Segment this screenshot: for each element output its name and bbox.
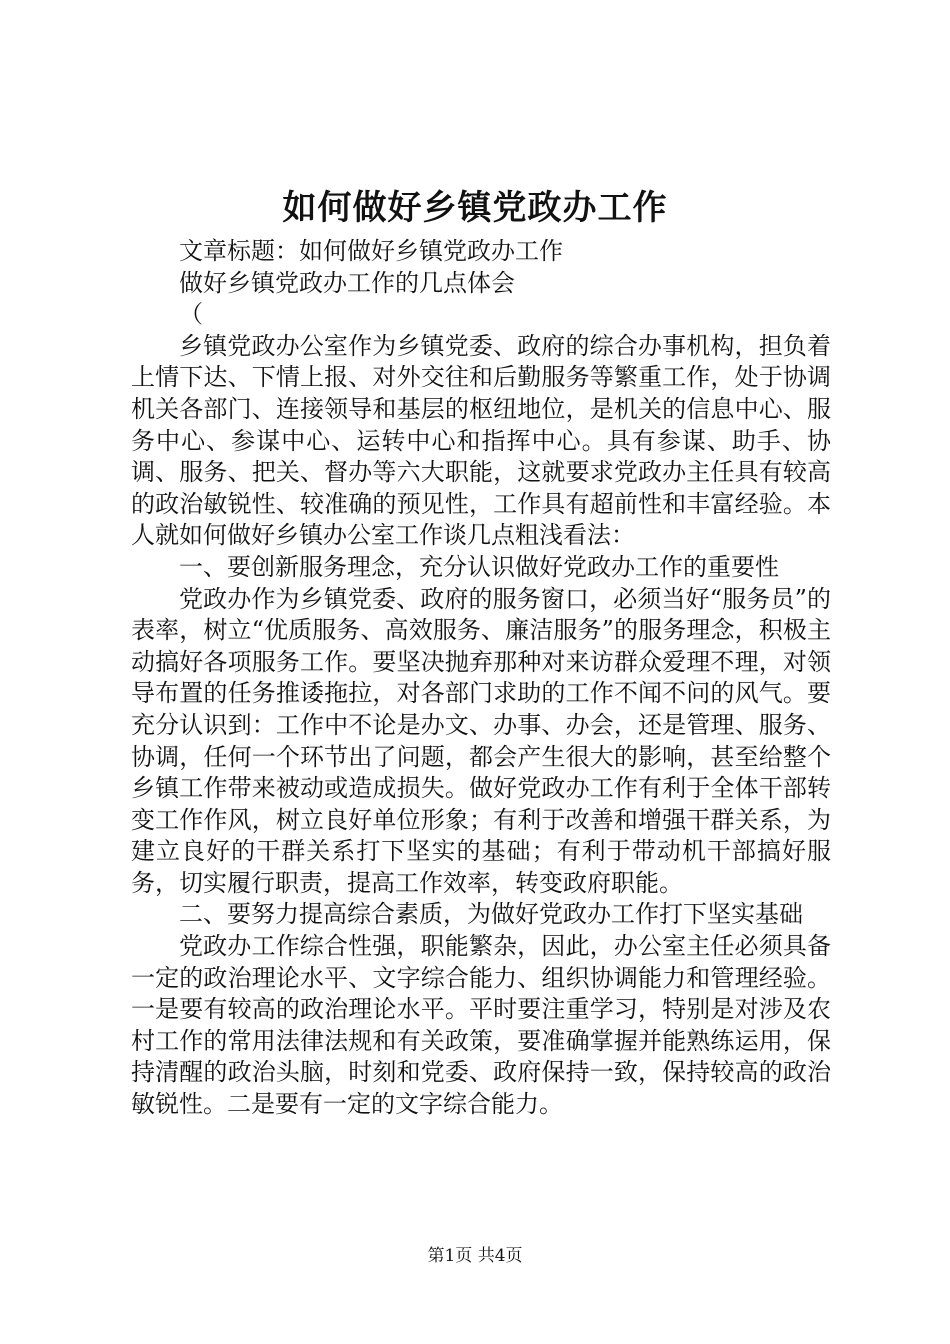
paragraph-section-2: 党政办工作综合性强，职能繁杂，因此，办公室主任必须具备一定的政治理论水平、文字综合能力、组织协调能力和管理经验。一是要有较高的政治理论水平。平时要注重学习，特别是对涉及农村工作的常用法律法规和有关政策，要准确掌握并能熟练运用，保持清醒的政治头脑，时刻和党委、政府保持一致，保持较高的政治敏锐性。二是要有一定的文字综合能力。: [131, 932, 831, 1119]
section-heading-1: 一、要创新服务理念，充分认识做好党政办工作的重要性: [179, 552, 779, 581]
page-footer: 第1页 共4页: [427, 1246, 523, 1266]
paragraph-article-title: 文章标题：如何做好乡镇党政办工作: [179, 237, 563, 265]
paragraph-section-1: 党政办作为乡镇党委、政府的服务窗口，必须当好“服务员”的表率，树立“优质服务、高效服务、廉洁服务”的服务理念，积极主动搞好各项服务工作。要坚决抛弃那种对来访群众爱理不理，对领导布置的任务推诿拖拉，对各部门求助的工作不闻不问的风气。要充分认识到：工作中不论是办文、办事、办会，还是管理、服务、协调，任何一个环节出了问题，都会产生很大的影响，甚至给整个乡镇工作带来被动或造成损失。做好党政办工作有利于全体干部转变工作作风，树立良好单位形象；有利于改善和增强干群关系，为建立良好的干群关系打下坚实的基础；有利于带动机干部搞好服务，切实履行职责，提高工作效率，转变政府职能。: [131, 584, 831, 897]
paragraph-subtitle: 做好乡镇党政办工作的几点体会: [179, 268, 515, 297]
document-title: 如何做好乡镇党政办工作: [282, 188, 668, 228]
paragraph-open-paren: （: [179, 300, 203, 329]
document-body: [131, 236, 831, 1121]
section-heading-2: 二、要努力提高综合素质，为做好党政办工作打下坚实基础: [179, 900, 803, 929]
paragraph-intro: 乡镇党政办公室作为乡镇党委、政府的综合办事机构，担负着上情下达、下情上报、对外交往和后勤服务等繁重工作，处于协调机关各部门、连接领导和基层的枢纽地位，是机关的信息中心、服务中心、参谋中心、运转中心和指挥中心。具有参谋、助手、协调、服务、把关、督办等六大职能，这就要求党政办主任具有较高的政治敏锐性、较准确的预见性，工作具有超前性和丰富经验。本人就如何做好乡镇办公室工作谈几点粗浅看法：: [131, 331, 831, 550]
